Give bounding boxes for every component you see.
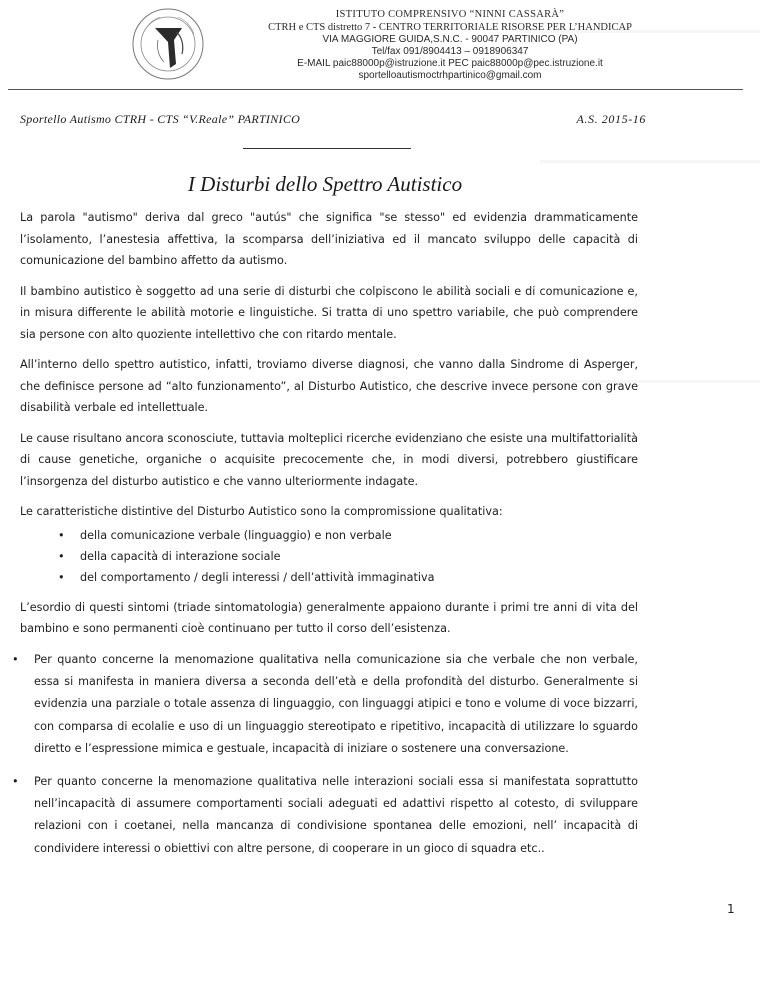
paragraph: Il bambino autistico è soggetto ad una serie di disturbi che colpiscono le abilità sociali e di comunicazione e, in misura differente le abilità motorie e linguistiche. Si tratta di uno spettro variabile, che può comprendere sia persone con alto quoziente intellettivo che con ritardo mentale.: [20, 284, 638, 341]
school-year: A.S. 2015-16: [576, 112, 646, 126]
bullet-icon: •: [58, 570, 65, 584]
letterhead-divider: [8, 89, 743, 90]
page-number: 1: [727, 902, 735, 916]
list-item-text: della capacità di interazione sociale: [80, 549, 281, 563]
letterhead: [200, 8, 700, 82]
page-title: I Disturbi dello Spettro Autistico: [187, 172, 463, 196]
school-name: ISTITUTO COMPRENSIVO “NINNI CASSARÀ”: [335, 9, 565, 20]
ctrh-line: CTRH e CTS distretto 7 - CENTRO TERRITORIALE RISORSE PER L’HANDICAP: [268, 22, 632, 33]
bullet-icon: •: [12, 774, 19, 788]
list-item: [58, 525, 638, 546]
paragraph: L’esordio di questi sintomi (triade sintomatologia) generalmente appaiono durante i primi tre anni di vita del bambino e sono permanenti cioè continuano per tutto il corso dell’esistenza.: [20, 600, 638, 635]
list-item: [58, 546, 638, 567]
list-item-text: del comportamento / degli interessi / dell’attività immaginativa: [80, 570, 435, 584]
bullet-icon: •: [58, 549, 65, 563]
email2-line: sportelloautismoctrhpartinico@gmail.com: [358, 70, 542, 81]
list-item-text: Per quanto concerne la menomazione qualitativa nelle interazioni sociali essa si manifestata soprattutto nell’incapacità di assumere comportamenti sociali adeguati ed adattivi rispetto al cotesto, di sviluppare relazioni con i coetanei, nella mancanza di condivisione spontanea delle emozioni, nell’ incapacità di condividere interessi o obiettivi con altre persone, di cooperare in un gioco di squadra etc..: [34, 774, 638, 855]
paragraph: All’interno dello spettro autistico, infatti, troviamo diverse diagnosi, che vanno dalla Sindrome di Asperger, che definisce persone ad “alto funzionamento”, al Disturbo Autistico, che descrive invece persone con grave disabilità verbale ed intellettuale.: [20, 358, 638, 414]
details-list: [12, 649, 638, 861]
bullet-icon: •: [58, 528, 65, 542]
paragraph: Le caratteristiche distintive del Disturbo Autistico sono la compromissione qualitativa:: [20, 505, 503, 518]
bullet-icon: •: [12, 652, 19, 666]
paragraph: La parola "autismo" deriva dal greco "autús" che significa "se stesso" ed evidenzia drammaticamente l’isolamento, l’anestesia affettiva, la scomparsa dell’iniziativa ed il mancato sviluppo delle capacità di comunicazione del bambino affetto da autismo.: [20, 211, 638, 267]
list-item-text: Per quanto concerne la menomazione qualitativa nella comunicazione sia che verbale che non verbale, essa si manifesta in maniera diversa a seconda dell’età e della profondità del disturbo. Generalmente si evidenzia una parziale o totale assenza di linguaggio, con linguaggi atipici e tono e volume di voce bizzarri, con comparsa di ecolalie e uso di un linguaggio stereotipato e ripetitivo, incapacità di utilizzare lo sguardo diretto e l’espressione mimica e gestuale, incapacità di iniziare o sostenere una conversazione.: [34, 652, 638, 756]
email-line: E-MAIL paic88000p@istruzione.it PEC paic88000p@pec.istruzione.it: [297, 58, 603, 69]
list-item-text: della comunicazione verbale (linguaggio) e non verbale: [80, 528, 392, 542]
list-item: [12, 771, 638, 861]
heading-divider: [243, 148, 411, 149]
document-body: [12, 207, 638, 870]
telfax-line: Tel/fax 091/8904413 – 0918906347: [371, 46, 529, 57]
characteristics-list: [20, 525, 638, 588]
scan-streak: [540, 160, 760, 163]
address-line: VIA MAGGIORE GUIDA,S.N.C. - 90047 PARTINICO (PA): [322, 34, 578, 45]
school-logo: [130, 6, 206, 82]
list-item: [58, 567, 638, 588]
sportello-heading: Sportello Autismo CTRH - CTS “V.Reale” PARTINICO: [20, 112, 301, 126]
paragraph: Le cause risultano ancora sconosciute, tuttavia molteplici ricerche evidenziano che esiste una multifattorialità di cause genetiche, organiche o acquisite precocemente che, in modi diversi, potrebbero giustificare l’insorgenza del disturbo autistico e che vanno ulteriormente indagate.: [20, 431, 638, 488]
list-item: [12, 649, 638, 761]
